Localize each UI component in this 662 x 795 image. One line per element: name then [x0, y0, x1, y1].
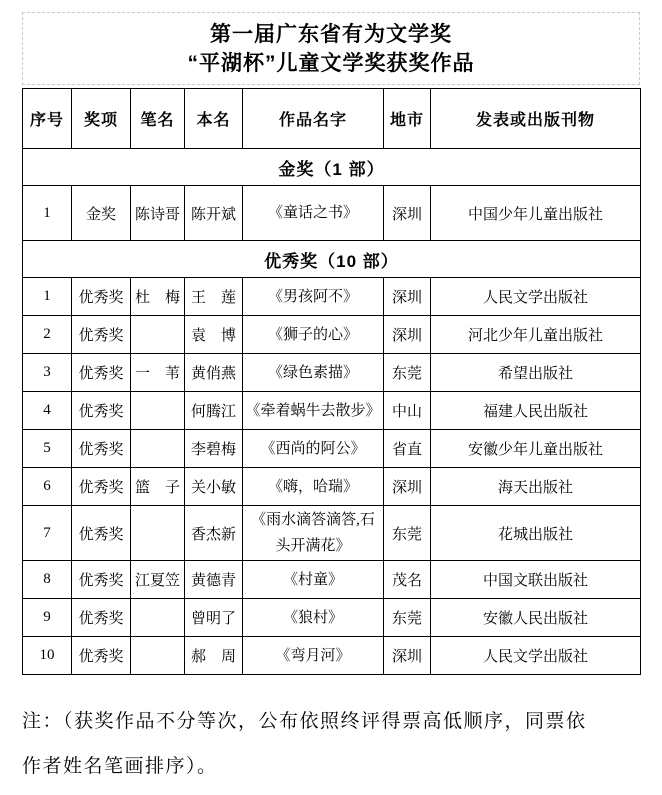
cell-real-name: 李碧梅: [185, 430, 243, 468]
cell-real-name: 香杰新: [185, 506, 243, 561]
cell-city: 深圳: [384, 186, 431, 241]
cell-city: 中山: [384, 392, 431, 430]
cell-city: 东莞: [384, 354, 431, 392]
cell-publisher: 中国少年儿童出版社: [431, 186, 641, 241]
header-row: [23, 89, 641, 149]
awards-table: [22, 88, 641, 675]
table-row: [23, 599, 641, 637]
table-row: [23, 561, 641, 599]
cell-publisher: 希望出版社: [431, 354, 641, 392]
cell-publisher: 人民文学出版社: [431, 637, 641, 675]
cell-pen-name: [131, 316, 185, 354]
cell-work-title: 《狮子的心》: [243, 316, 384, 354]
cell-real-name: 郝 周: [185, 637, 243, 675]
cell-publisher: 海天出版社: [431, 468, 641, 506]
cell-city: 深圳: [384, 316, 431, 354]
cell-award: 优秀奖: [72, 278, 131, 316]
cell-work-title: 《绿色素描》: [243, 354, 384, 392]
section-label: 金奖（1 部）: [23, 149, 641, 186]
cell-real-name: 曾明了: [185, 599, 243, 637]
title-line-2: “平湖杯”儿童文学奖获奖作品: [187, 51, 475, 75]
awards-table-header: [23, 89, 641, 149]
cell-city: 东莞: [384, 506, 431, 561]
cell-award: 优秀奖: [72, 637, 131, 675]
cell-pen-name: [131, 506, 185, 561]
cell-index: 2: [23, 316, 72, 354]
cell-work-title: 《男孩阿不》: [243, 278, 384, 316]
cell-award: 优秀奖: [72, 354, 131, 392]
footnote-line-2: 作者姓名笔画排序）。: [22, 756, 218, 777]
table-row: [23, 468, 641, 506]
footnote-line-1: 注：（获奖作品不分等次，公布依照终评得票高低顺序，同票依: [22, 711, 587, 732]
col-header-work-title: 作品名字: [243, 89, 384, 149]
col-header-real-name: 本名: [185, 89, 243, 149]
cell-pen-name: [131, 392, 185, 430]
cell-pen-name: 一 苇: [131, 354, 185, 392]
cell-pen-name: 江夏笠: [131, 561, 185, 599]
table-row: [23, 278, 641, 316]
cell-real-name: 何腾江: [185, 392, 243, 430]
cell-real-name: 袁 博: [185, 316, 243, 354]
cell-publisher: 中国文联出版社: [431, 561, 641, 599]
cell-pen-name: 陈诗哥: [131, 186, 185, 241]
cell-index: 6: [23, 468, 72, 506]
cell-award: 优秀奖: [72, 561, 131, 599]
col-header-award: 奖项: [72, 89, 131, 149]
cell-work-title: 《嗨，哈瑞》: [243, 468, 384, 506]
col-header-pen-name: 笔名: [131, 89, 185, 149]
cell-pen-name: 杜 梅: [131, 278, 185, 316]
cell-index: 7: [23, 506, 72, 561]
document-title: [22, 12, 640, 85]
table-row: [23, 186, 641, 241]
cell-publisher: 安徽人民出版社: [431, 599, 641, 637]
table-row: [23, 430, 641, 468]
cell-publisher: 安徽少年儿童出版社: [431, 430, 641, 468]
cell-city: 深圳: [384, 278, 431, 316]
title-line-1: 第一届广东省有为文学奖: [210, 22, 452, 46]
cell-real-name: 黄俏燕: [185, 354, 243, 392]
table-row: [23, 316, 641, 354]
cell-award: 金奖: [72, 186, 131, 241]
cell-award: 优秀奖: [72, 392, 131, 430]
section-label: 优秀奖（10 部）: [23, 241, 641, 278]
cell-publisher: 花城出版社: [431, 506, 641, 561]
cell-city: 茂名: [384, 561, 431, 599]
cell-publisher: 河北少年儿童出版社: [431, 316, 641, 354]
table-row: [23, 354, 641, 392]
cell-award: 优秀奖: [72, 430, 131, 468]
section-header-row: [23, 241, 641, 278]
cell-pen-name: [131, 430, 185, 468]
cell-pen-name: 篮 子: [131, 468, 185, 506]
cell-work-title: 《村童》: [243, 561, 384, 599]
awards-table-body: [23, 149, 641, 675]
cell-work-title: 《牵着蜗牛去散步》: [243, 392, 384, 430]
table-row: [23, 392, 641, 430]
col-header-index: 序号: [23, 89, 72, 149]
cell-work-title: 《弯月河》: [243, 637, 384, 675]
cell-city: 深圳: [384, 468, 431, 506]
cell-real-name: 陈开斌: [185, 186, 243, 241]
cell-work-title: 《西尚的阿公》: [243, 430, 384, 468]
table-row: [23, 637, 641, 675]
cell-award: 优秀奖: [72, 506, 131, 561]
cell-index: 1: [23, 186, 72, 241]
cell-award: 优秀奖: [72, 599, 131, 637]
cell-index: 3: [23, 354, 72, 392]
cell-city: 东莞: [384, 599, 431, 637]
cell-real-name: 关小敏: [185, 468, 243, 506]
cell-index: 10: [23, 637, 72, 675]
cell-pen-name: [131, 637, 185, 675]
cell-work-title: 《狼村》: [243, 599, 384, 637]
cell-award: 优秀奖: [72, 468, 131, 506]
cell-award: 优秀奖: [72, 316, 131, 354]
cell-index: 1: [23, 278, 72, 316]
footnote: [22, 699, 640, 789]
cell-pen-name: [131, 599, 185, 637]
cell-publisher: 福建人民出版社: [431, 392, 641, 430]
cell-publisher: 人民文学出版社: [431, 278, 641, 316]
col-header-publisher: 发表或出版刊物: [431, 89, 641, 149]
cell-index: 8: [23, 561, 72, 599]
cell-work-title: 《童话之书》: [243, 186, 384, 241]
cell-real-name: 王 莲: [185, 278, 243, 316]
table-row: [23, 506, 641, 561]
cell-real-name: 黄德青: [185, 561, 243, 599]
cell-index: 4: [23, 392, 72, 430]
cell-city: 深圳: [384, 637, 431, 675]
cell-work-title: 《雨水滴答滴答,石头开满花》: [243, 506, 384, 561]
cell-city: 省直: [384, 430, 431, 468]
cell-index: 5: [23, 430, 72, 468]
col-header-city: 地市: [384, 89, 431, 149]
cell-index: 9: [23, 599, 72, 637]
section-header-row: [23, 149, 641, 186]
